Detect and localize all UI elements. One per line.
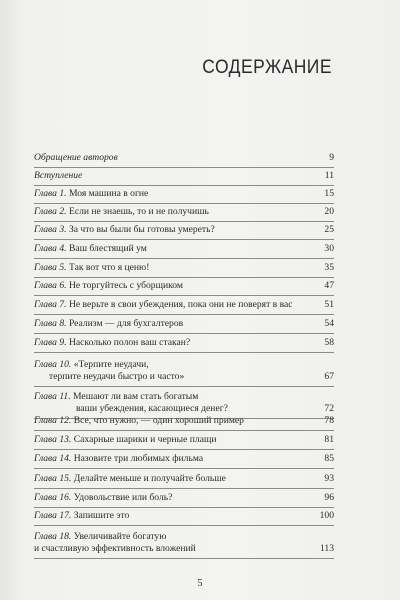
toc-divider: [34, 221, 334, 222]
toc-divider: [34, 449, 334, 450]
toc-entry-label: Глава 17.: [34, 510, 72, 521]
toc-entry-page: 30: [324, 243, 334, 254]
toc-entry-page: 78: [324, 415, 334, 426]
toc-entry-label: Глава 8.: [34, 318, 67, 329]
toc-entry-text: [34, 492, 334, 504]
toc-entry-label: Глава 14.: [34, 453, 72, 464]
toc-entry-page: 85: [324, 453, 334, 464]
toc-entry-title: Моя машина в огне: [68, 188, 149, 199]
toc-entry-label: Обращение авторов: [34, 152, 118, 163]
toc-divider: [34, 352, 334, 353]
toc-entry-text: [34, 299, 334, 311]
toc-entry: [34, 415, 334, 427]
toc-entry-text: [34, 152, 334, 164]
toc-entry-page: 15: [324, 188, 334, 199]
toc-entry: [34, 262, 334, 274]
toc-entry-title: Ваш блестящий ум: [68, 243, 147, 254]
toc-divider: [34, 386, 334, 387]
toc-entry-text: [34, 206, 334, 218]
toc-entry-label: Глава 16.: [34, 492, 72, 503]
toc-entry-page: 113: [319, 543, 334, 554]
toc-entry-text: [34, 453, 334, 465]
toc-divider: [34, 525, 334, 526]
toc-entry-label: Вступление: [34, 170, 83, 181]
toc-entry-page: 54: [324, 318, 334, 329]
toc-entry-label: Глава 18.: [34, 531, 72, 542]
toc-entry-text: [34, 318, 334, 330]
toc-divider: [34, 203, 334, 204]
toc-entry-page: 51: [324, 299, 334, 310]
toc-entry-page: 35: [324, 262, 334, 273]
toc-entry-label: Глава 4.: [34, 243, 67, 254]
toc-entry-text: [34, 280, 334, 292]
toc-entry: [34, 243, 334, 255]
toc-entry-label: Глава 12.: [34, 415, 72, 426]
toc-entry-text: [34, 434, 334, 446]
toc-entry-title-line2: и счастливую эффективность вложений: [34, 543, 196, 554]
toc-entry-text: [34, 391, 334, 415]
toc-entry-title: Реализм — для бухгалтеров: [68, 318, 184, 329]
toc-entry-text: [34, 170, 334, 182]
toc-entry-title: «Терпите неудачи,: [73, 359, 149, 370]
toc-divider: [34, 295, 334, 296]
toc-divider: [34, 333, 334, 334]
toc-entry-label: Глава 9.: [34, 337, 67, 348]
toc-entry-page: 25: [324, 224, 334, 235]
toc-entry-title-line2: ваши убеждения, касающиеся денег?: [76, 403, 228, 414]
toc-entry-label: Глава 2.: [34, 206, 67, 217]
toc-entry: [34, 170, 334, 182]
toc-entry-text: [34, 531, 334, 555]
toc-divider: [34, 185, 334, 186]
toc-entry: [34, 434, 334, 446]
toc-entry-title: Не торгуйтесь с уборщиком: [68, 280, 183, 291]
toc-entry-text: [34, 243, 334, 255]
toc-divider: [34, 314, 334, 315]
toc-entry: [34, 391, 334, 415]
toc-entry: [34, 453, 334, 465]
toc-entry: [34, 280, 334, 292]
toc-entry: [34, 531, 334, 555]
toc-entry-label: Глава 1.: [34, 188, 67, 199]
toc-divider: [34, 488, 334, 489]
toc-entry-text: [34, 473, 334, 485]
toc-entry-text: [34, 415, 334, 427]
toc-entry-page: 93: [324, 473, 334, 484]
page-title: СОДЕРЖАНИЕ: [202, 57, 332, 78]
toc-entry: [34, 337, 334, 349]
toc-entry: [34, 299, 334, 311]
toc-entry: [34, 473, 334, 485]
toc-entry-page: 100: [319, 510, 334, 521]
toc-entry-text: [34, 224, 334, 236]
toc-entry: [34, 492, 334, 504]
toc-entry: [34, 318, 334, 330]
toc-divider: [34, 167, 334, 168]
toc-divider: [34, 468, 334, 469]
toc-entry-page: 67: [324, 371, 334, 382]
toc-divider: [34, 558, 334, 559]
toc-entry-label: Глава 11.: [34, 391, 71, 402]
toc-divider: [34, 277, 334, 278]
toc-entry-label: Глава 5.: [34, 262, 67, 273]
page-number: 5: [197, 578, 203, 589]
toc-entry-page: 81: [324, 434, 334, 445]
toc-entry-title: Увеличивайте богатую: [73, 531, 167, 542]
toc-entry-label: Глава 6.: [34, 280, 67, 291]
toc-divider: [34, 430, 334, 431]
toc-entry-text: [34, 510, 334, 522]
toc-entry-title: За что вы были бы готовы умереть?: [68, 224, 215, 235]
toc-entry-title-line2: терпите неудачи быстро и часто»: [49, 371, 185, 382]
toc-entry-label: Глава 10.: [34, 359, 72, 370]
toc-entry-title: Мешают ли вам стать богатым: [73, 391, 199, 402]
toc-divider: [34, 239, 334, 240]
toc-entry-label: Глава 13.: [34, 434, 72, 445]
toc-entry-page: 96: [324, 492, 334, 503]
toc-entry-title: Удовольствие или боль?: [73, 492, 173, 503]
toc-divider: [34, 507, 334, 508]
toc-entry-page: 20: [324, 206, 334, 217]
toc-entry-title: Назовите три любимых фильма: [73, 453, 204, 464]
toc-entry: [34, 224, 334, 236]
toc-entry: [34, 188, 334, 200]
toc-entry-title: Так вот что я ценю!: [68, 262, 150, 273]
toc-divider: [34, 258, 334, 259]
toc-entry-text: [34, 359, 334, 383]
toc-entry-label: Глава 7.: [34, 299, 67, 310]
toc-entry-page: 9: [329, 152, 334, 163]
toc-entry-text: [34, 188, 334, 200]
toc-entry-title: Все, что нужно, — один хороший пример: [73, 415, 244, 426]
toc-entry: [34, 152, 334, 164]
toc-entry-title: Если не знаешь, то и не получишь: [68, 206, 209, 217]
toc-entry-title: Насколько полон ваш стакан?: [68, 337, 191, 348]
toc-entry-title: Запишите это: [73, 510, 130, 521]
toc-entry-label: Глава 3.: [34, 224, 67, 235]
toc-entry: [34, 510, 334, 522]
toc-entry-page: 58: [324, 337, 334, 348]
toc-entry: [34, 206, 334, 218]
toc-entry-page: 47: [324, 280, 334, 291]
toc-entry-title: Не верьте в свои убеждения, пока они не поверят в вас: [68, 299, 293, 310]
toc-entry: [34, 359, 334, 383]
toc-entry-title: Делайте меньше и получайте больше: [73, 473, 226, 484]
toc-entry-text: [34, 262, 334, 274]
toc-entry-title: Сахарные шарики и черные плащи: [73, 434, 217, 445]
toc-entry-label: Глава 15.: [34, 473, 72, 484]
toc-entry-page: 72: [324, 403, 334, 414]
toc-entry-page: 11: [324, 170, 334, 181]
toc-entry-text: [34, 337, 334, 349]
